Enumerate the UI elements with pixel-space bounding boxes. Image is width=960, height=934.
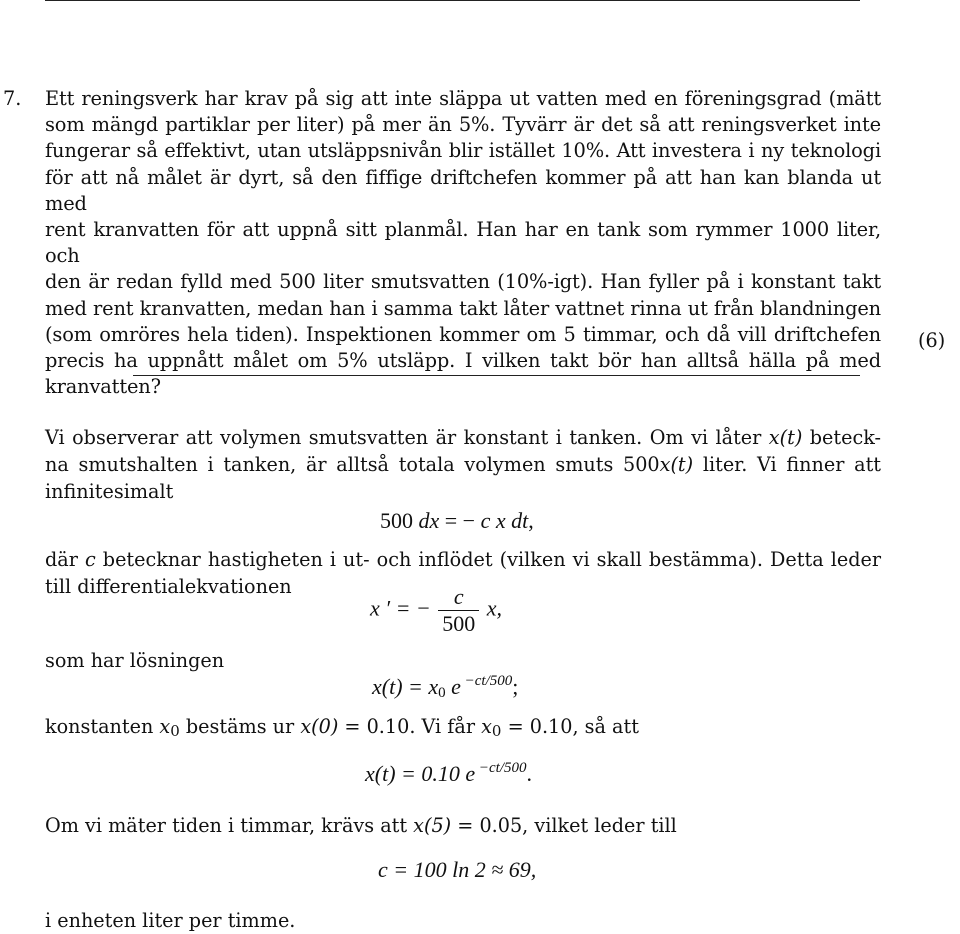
solution-line-5: till differentialekvationen — [45, 575, 292, 598]
math: x(0) — [300, 715, 339, 738]
text: betecknar hastigheten i ut- och inflödet (vilken vi skall bestämma). Detta leder — [95, 548, 882, 571]
problem-line: (som omröres hela tiden). Inspektionen kommer om 5 timmar, och då vill driftchefen — [45, 322, 881, 346]
text: bestäms ur — [179, 715, 301, 738]
solution-line-7 — [45, 714, 639, 744]
points-label: (6) — [918, 329, 946, 352]
fraction-numerator: c — [438, 584, 479, 611]
math-x-of-t: x(t) — [768, 426, 803, 449]
top-rule — [45, 0, 860, 1]
problem-line: kranvatten? — [45, 375, 161, 399]
text: = 0.10, så att — [501, 715, 639, 738]
eq-part: c = 100 ln 2 ≈ 69, — [378, 857, 537, 882]
eq-part: x, — [486, 595, 503, 621]
subscript: 0 — [170, 722, 180, 740]
solution-line-6: som har lösningen — [45, 649, 225, 672]
text: där — [45, 548, 85, 571]
problem-line: den är redan fylld med 500 liter smutsvatten (10%-igt). Han fyller på i konstant takt — [45, 270, 881, 294]
problem-text — [45, 86, 881, 400]
eq-part: c x dt — [480, 508, 529, 533]
solution-line-2 — [45, 452, 881, 478]
math: x — [481, 715, 492, 738]
equation-1 — [380, 508, 534, 534]
problem-line: Ett reningsverk har krav på sig att inte släppa ut vatten med en föreningsgrad (mätt — [45, 87, 881, 110]
eq-part: x(t) = 0.10 e — [365, 761, 476, 786]
problem-line: precis ha uppnått målet om 5% utsläpp. I vilken takt bör han alltså hälla på med — [45, 349, 881, 373]
solution-line-1 — [45, 425, 881, 451]
text: liter. Vi finner att — [693, 453, 881, 476]
eq-part: 500 — [380, 508, 419, 533]
subscript: 0 — [491, 722, 502, 740]
eq-part: ; — [512, 674, 519, 699]
problem-line: med rent kranvatten, medan han i samma takt låter vattnet rinna ut från blandningen — [45, 296, 881, 320]
math: x(5) — [413, 814, 452, 837]
text: na smutshalten i tanken, är alltså totala volymen smuts 500 — [45, 453, 660, 476]
problem-line: fungerar så effektivt, utan utsläppsnivån blir istället 10%. Att investera i ny teknologi — [45, 139, 881, 163]
solution-line-4 — [45, 547, 881, 573]
superscript: −ct/500 — [475, 760, 527, 776]
problem-line: som mängd partiklar per liter) på mer än 5%. Tyvärr är det så att reningsverket inte — [45, 113, 881, 137]
equation-4 — [365, 760, 532, 787]
separator-rule — [133, 375, 860, 376]
equation-3 — [372, 673, 518, 702]
problem-line: rent kranvatten för att uppnå sitt planmål. Han har en tank som rymmer 1000 liter, och — [45, 218, 881, 268]
solution-line-9: i enheten liter per timme. — [45, 909, 296, 932]
eq-part: dx — [418, 508, 440, 533]
math-c: c — [84, 548, 96, 571]
solution-line-8 — [45, 813, 677, 839]
eq-part: x ′ = − — [370, 595, 431, 621]
text: Om vi mäter tiden i timmar, krävs att — [45, 814, 414, 837]
eq-part: . — [526, 761, 533, 786]
solution-line-3: infinitesimalt — [45, 480, 174, 503]
text: beteck- — [802, 426, 881, 449]
eq-part: , — [528, 508, 534, 533]
problem-line: för att nå målet är dyrt, så den fiffige driftchefen kommer på att han kan blanda ut med — [45, 165, 881, 215]
superscript: −ct/500 — [460, 673, 513, 689]
problem-number: 7. — [3, 87, 22, 110]
math-x-of-t: x(t) — [659, 453, 694, 476]
equation-5 — [378, 857, 536, 883]
text: = 0.10. Vi får — [338, 715, 482, 738]
text: = 0.05, vilket leder till — [451, 814, 677, 837]
math: x — [159, 715, 171, 738]
eq-part: = − — [439, 508, 476, 533]
subscript: 0 — [438, 685, 446, 701]
eq-part: x(t) = x — [372, 674, 439, 699]
text: konstanten — [45, 715, 160, 738]
fraction-denominator: 500 — [442, 611, 476, 636]
eq-part: e — [445, 674, 461, 699]
equation-2 — [370, 584, 502, 637]
text: Vi observerar att volymen smutsvatten är konstant i tanken. Om vi låter — [45, 426, 769, 449]
fraction — [438, 584, 479, 637]
